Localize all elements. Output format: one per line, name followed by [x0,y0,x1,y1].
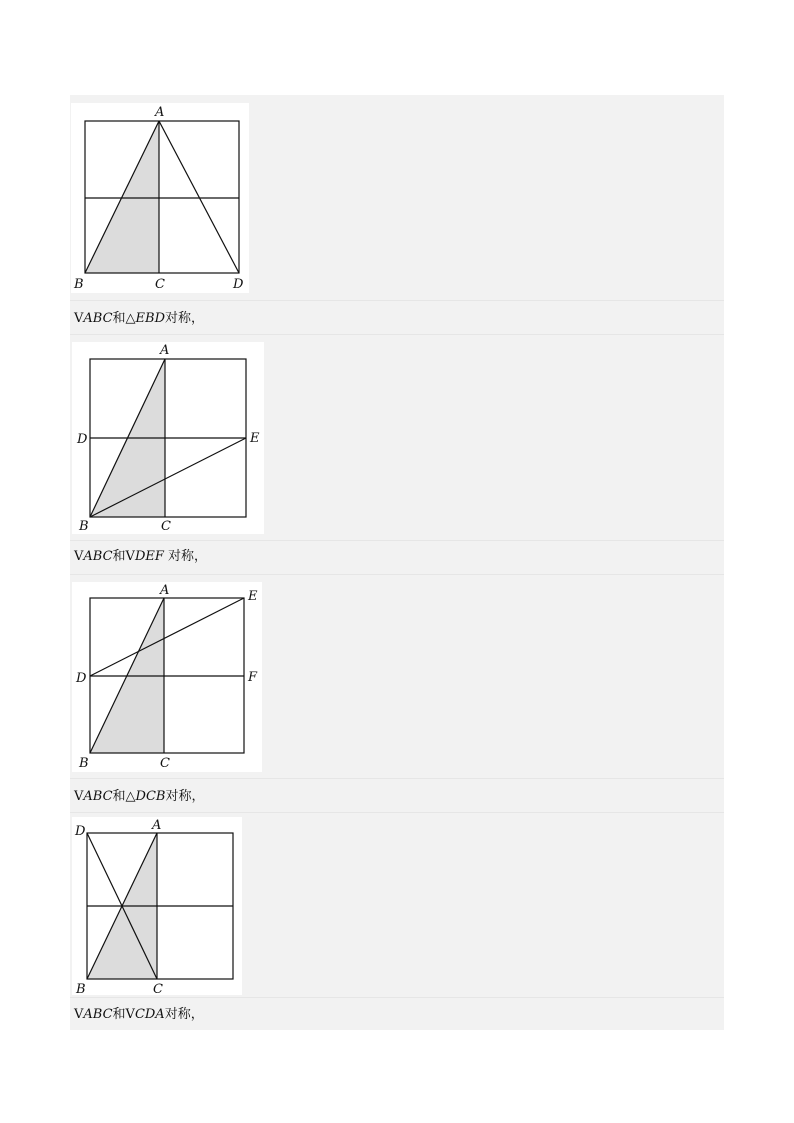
label-E: E [248,589,258,604]
triangle-name: ABC [83,549,113,564]
conjunction: 和 [112,549,126,564]
triangle-name: ABC [83,789,113,804]
symbol: V [125,549,135,564]
caption-4 [74,1007,204,1023]
caption-1 [74,311,204,327]
conjunction: 和 [112,311,126,326]
segment-AD [159,121,239,273]
figure-4-diagram [72,817,242,995]
row-divider [70,574,724,575]
conjunction: 和 [112,1007,126,1022]
caption-tail: 对称， [165,311,205,326]
triangle-name: EBD [135,311,166,326]
triangle-name: CDA [134,1007,165,1022]
symbol: △ [125,789,136,804]
figure-4 [72,817,242,995]
row-divider [70,812,724,813]
label-F: F [248,670,258,685]
figure-3 [72,582,262,772]
triangle-name: DEF [134,549,164,564]
label-C: C [155,277,165,292]
label-B: B [76,982,86,995]
label-A: A [155,105,165,120]
figure-3-diagram [72,582,262,772]
label-E: E [250,431,260,446]
label-C: C [153,982,163,995]
row-divider [70,334,724,335]
caption-3 [74,789,205,805]
symbol: V [125,1007,135,1022]
figure-2-diagram [72,342,264,534]
label-D: D [77,432,88,447]
label-D: D [75,824,86,839]
triangle-name: DCB [135,789,166,804]
symbol: V [74,549,84,564]
symbol: V [74,1007,84,1022]
symbol: V [74,311,84,326]
row-divider [70,540,724,541]
row-divider [70,997,724,998]
conjunction: 和 [112,789,126,804]
symbol: V [74,789,84,804]
label-B: B [74,277,84,292]
label-B: B [79,519,89,534]
label-D: D [76,671,87,686]
row-divider [70,778,724,779]
figure-2 [72,342,264,534]
figure-1-diagram [71,103,249,293]
row-divider [70,300,724,301]
label-C: C [160,756,170,771]
label-B: B [79,756,89,771]
caption-tail: 对称， [165,789,205,804]
caption-tail: 对称， [163,549,208,564]
triangle-name: ABC [83,311,113,326]
symbol: △ [125,311,136,326]
caption-2 [74,549,207,565]
label-A: A [160,583,170,598]
triangle-name: ABC [83,1007,113,1022]
figure-1 [71,103,249,293]
label-A: A [152,818,162,833]
label-C: C [161,519,171,534]
caption-tail: 对称， [164,1007,204,1022]
segment-DE [90,598,244,676]
label-D: D [233,277,244,292]
label-A: A [160,343,170,358]
